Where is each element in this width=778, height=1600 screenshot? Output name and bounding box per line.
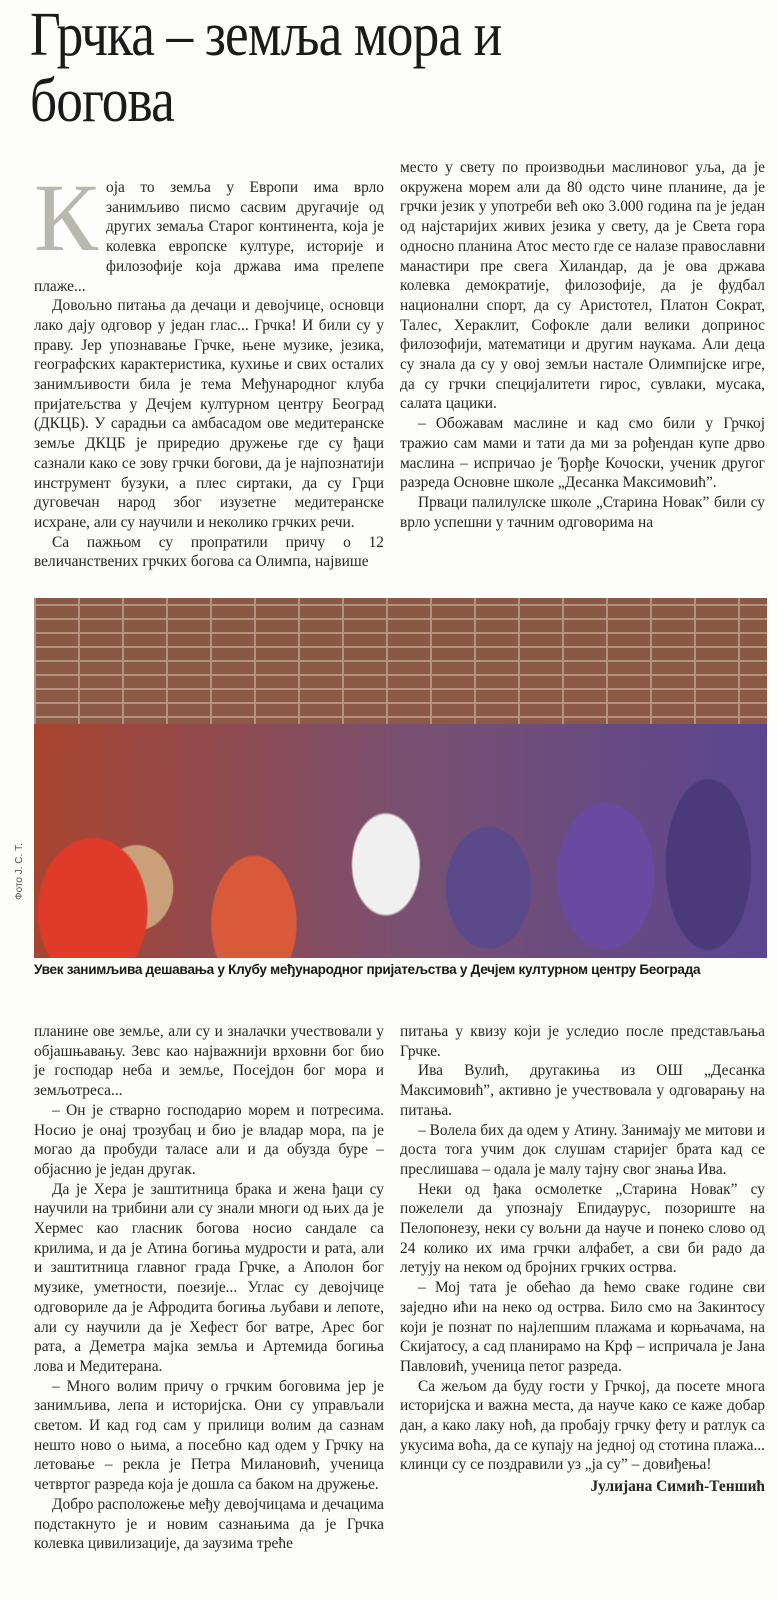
paragraph: Добро расположење међу девојчицама и дечацима подстакнуто је и новим сазнањима да је Грчка колевка цивилизације, да заузима треће <box>34 1495 384 1553</box>
photo-caption: Увек занимљива дешавања у Клубу међународног пријатељства у Дечјем културном центру Београда <box>34 962 701 977</box>
lead-paragraph <box>34 164 384 296</box>
paragraph: питања у квизу који је уследио после представљања Грчке. <box>400 1023 765 1060</box>
paragraph: место у свету по производњи маслиновог уља, да је окружена морем али да 80 одсто чине планине, да је грчки језик у употреби већ око 3.000 година па је један од најстаријих живих језика у свету, да је Света гора односно планина Атос место где се налазе православни манастири пре свега Хиландар, да је ова држава колевка демократије, филозофије, да је фудбал национални спорт, да су Аристотел, Платон Сократ, Талес, Хераклит, Софокле дали велики допринос филозофији, математици и другим наукама. Али деца су знала да су у овој земљи настале Олимпијске игре, да су грчки специјалитети гирос, сувлаки, мусака, салата цацики. <box>400 159 765 413</box>
article-column-2 <box>400 158 765 532</box>
paragraph: планине ове земље, али су и зналачки учествовали у објашњавању. Зевс као најважнији врховни бог био је господар неба и земље, Посејдон бог мора и земљотреса... <box>34 1023 384 1100</box>
article-column-4 <box>400 1022 765 1497</box>
drop-cap: К <box>34 164 99 271</box>
article-headline: Грчка – земља мора и богова <box>30 1 502 135</box>
paragraph: Са пажњом су пропратили причу о 12 величанствених грчких богова са Олимпа, највише <box>34 533 384 571</box>
paragraph: – Он је стварно господарио морем и потресима. Носио је онај трозубац и био је владар мора, па је могао да пробуди таласе али и да обузда буре – објаснио је један другак. <box>34 1101 384 1178</box>
paragraph: Неки од ђака осмолетке „Старина Новак” су пожелели да упознају Епидаурус, позориште на Пелопонезу, неки су вољни да науче и понеко слово од 24 колико их има грчки алфабет, а сви би радо да летују на неком од бројних грчких острва. <box>400 1180 765 1277</box>
paragraph: – Обожавам маслине и кад смо били у Грчкој тражио сам мами и тати да ми за рођендан купе дрво маслина – испричао је Ђорђе Кочоски, ученик другог разреда Основне школе „Десанка Максимовић”. <box>400 415 765 492</box>
children-crowd <box>34 724 767 958</box>
paragraph: Са жељом да буду гости у Грчкој, да посете многа историјска и важна места, да науче како се каже добар дан, а како лаку ноћ, да пробају грчку фету и ратлук са укусима воћа, да се купају на једној од стотина плажа... клинци су се поздравили уз „ја су” – довиђења! <box>400 1377 765 1474</box>
paragraph: Довољно питања да дечаци и девојчице, основци лако дају одговор у један глас... Грчка! И били су у праву. Јер упознавање Грчке, њене музике, језика, географских карактеристика, кухиње и свих осталих занимљивости била је тема Међународног клуба пријатељства у Дечјем културном центру Београд (ДКЦБ). У сарадњи са амбасадом ове медитеранске земље ДКЦБ је приредио дружење где су ђаци сазнали како се зову грчки богови, да је најпознатији инструмент бузуки, а плес сиртаки, да су Грци дуговечан народ због изузетне медитеранске исхране, али су научили и неколико грчких речи. <box>34 297 384 531</box>
article-photo <box>34 598 767 958</box>
paragraph: Да је Хера је заштитница брака и жена ђаци су научили на трибини али су знали многи од њих да је Хермес као гласник богова носио сандале са крилима, и да је Атина богиња мудрости и рата, али и заштитница главног града Грчке, а Аполон бог музике, уметности, поезије... Углас су девојчице одговориле да је Афродита богиња љубави и лепоте, али су научили да је Хефест бог ватре, Арес бог рата, а Деметра мајка земља и Артемида богиња лова и Медитерана. <box>34 1180 384 1375</box>
paragraph: – Мој тата је обећао да ћемо сваке године сви заједно ићи на неко од острва. Било смо на Закинтосу који је познат по најлепшим плажама и корњачама, на Скијатосу, а сад планирамо на Крф – испричала је Јана Павловић, ученица петог разреда. <box>400 1279 765 1375</box>
paragraph: – Волела бих да одем у Атину. Занимају ме митови и доста тога учим док слушам старијег брата кад се преслишава – одала је малу тајну свог знања Ива. <box>400 1121 765 1178</box>
author-byline: Јулијана Симић-Теншић <box>590 1478 765 1496</box>
article-column-1 <box>34 164 384 572</box>
article-column-3 <box>34 1022 384 1554</box>
paragraph: Ива Вулић, другакиња из ОШ „Десанка Максимовић”, активно је учествовала у одговарању на питања. <box>400 1062 765 1119</box>
paragraph: – Много волим причу о грчким боговима јер је занимљива, лепа и историјска. Они су управљали светом. И кад год сам у прилици волим да сазнам нешто ново о њима, а посебно кад одем у Грчку на летовање – рекла је Петра Милановић, ученица четвртог разреда која је дошла са баком на дружење. <box>34 1377 384 1494</box>
photo-credit: Фото Ј. С. Т. <box>14 843 25 900</box>
paragraph: Прваци палилулске школе „Старина Новак” били су врло успешни у тачним одговорима на <box>400 493 765 531</box>
paragraph-text: оја то земља у Европи има врло занимљиво писмо сасвим другачије од других земаља Старог континента, која је колевка европске културе, историје и филозофије која држава има прелепе плаже... <box>34 179 384 295</box>
